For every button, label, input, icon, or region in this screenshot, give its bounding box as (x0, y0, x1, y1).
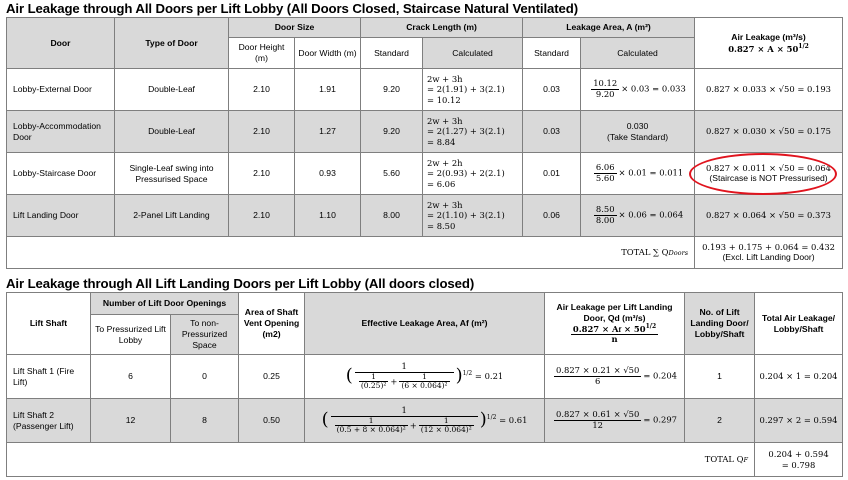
header-door-width: Door Width (m) (295, 38, 361, 69)
door-type: Double-Leaf (115, 111, 229, 153)
header-total-air-leakage: Total Air Leakage/ Lobby/Shaft (755, 293, 843, 355)
area-calculated: $\frac{8.50}{8.00}$ × 0.06 = 0.064 (581, 195, 695, 237)
area-calculated: $\frac{10.12}{9.20}$ × 0.03 = 0.033 (581, 69, 695, 111)
door-width: 0.93 (295, 153, 361, 195)
crack-standard: 8.00 (361, 195, 423, 237)
header-type-of-door: Type of Door (115, 18, 229, 69)
header-shaft-vent: Area of Shaft Vent Opening (m2) (239, 293, 305, 355)
table-row (7, 153, 843, 195)
door-width: 1.27 (295, 111, 361, 153)
crack-standard: 9.20 (361, 111, 423, 153)
to-pressurized: 6 (91, 355, 171, 399)
air-leakage: 0.827 × 0.064 × √50 = 0.373 (695, 195, 843, 237)
header-to-pressurized: To Pressurized Lift Lobby (91, 315, 171, 355)
door-height: 2.10 (229, 69, 295, 111)
total-value: 0.193 + 0.175 + 0.064 = 0.432 (Excl. Lift Landing Door) (695, 237, 843, 269)
door-height: 2.10 (229, 153, 295, 195)
header-door: Door (7, 18, 115, 69)
table-row (7, 111, 843, 153)
header-area-standard: Standard (523, 38, 581, 69)
crack-calculated: 2w + 3h = 2(1.91) + 3(2.1) = 10.12 (423, 69, 523, 111)
header-lift-shaft: Lift Shaft (7, 293, 91, 355)
to-non-pressurized: 0 (171, 355, 239, 399)
total-row (7, 237, 843, 269)
door-type: 2-Panel Lift Landing (115, 195, 229, 237)
header-crack-standard: Standard (361, 38, 423, 69)
area-standard: 0.06 (523, 195, 581, 237)
door-width: 1.10 (295, 195, 361, 237)
total-label: TOTAL ∑ QDoors (7, 237, 695, 269)
total-row (7, 443, 843, 477)
per-door-leakage: $\frac{0.827 \times 0.61 \times √50}{12}$ = 0.297 (545, 399, 685, 443)
header-door-size: Door Size (229, 18, 361, 38)
area-calculated: $\frac{6.06}{5.60}$ × 0.01 = 0.011 (581, 153, 695, 195)
no-landing-doors: 1 (685, 355, 755, 399)
door-name: Lobby-Staircase Door (7, 153, 115, 195)
no-landing-doors: 2 (685, 399, 755, 443)
header-openings: Number of Lift Door Openings (91, 293, 239, 315)
door-name: Lobby-Accommodation Door (7, 111, 115, 153)
table1-title: Air Leakage through All Doors per Lift Lobby (All Doors Closed, Staircase Natural Ventilated) (6, 1, 579, 16)
air-leakage: 0.827 × 0.011 × √50 = 0.064 (Staircase is NOT Pressurised) (695, 153, 843, 195)
shaft-vent: 0.25 (239, 355, 305, 399)
table-row (7, 355, 843, 399)
lift-landing-leakage-table (6, 292, 843, 477)
door-type: Single-Leaf swing into Pressurised Space (115, 153, 229, 195)
total-value: 0.204 + 0.594 = 0.798 (755, 443, 843, 477)
crack-standard: 5.60 (361, 153, 423, 195)
lift-shaft-name: Lift Shaft 2 (Passenger Lift) (7, 399, 91, 443)
header-leakage-area: Leakage Area, A (m²) (523, 18, 695, 38)
air-leakage: 0.827 × 0.033 × √50 = 0.193 (695, 69, 843, 111)
header-no-landing-doors: No. of Lift Landing Door/ Lobby/Shaft (685, 293, 755, 355)
air-leakage: 0.827 × 0.030 × √50 = 0.175 (695, 111, 843, 153)
effective-area: ( 1 $\frac{1}{\text{(0.25)²}}$ + $\frac{1}{\text{(6 × 0.064)²}}$ )$^{1/2}$ = 0.21 (305, 355, 545, 399)
area-standard: 0.03 (523, 111, 581, 153)
crack-standard: 9.20 (361, 69, 423, 111)
lift-shaft-name: Lift Shaft 1 (Fire Lift) (7, 355, 91, 399)
total-air-leakage: 0.297 × 2 = 0.594 (755, 399, 843, 443)
total-label: TOTAL QF (7, 443, 755, 477)
table-row (7, 399, 843, 443)
crack-calculated: 2w + 3h = 2(1.27) + 3(2.1) = 8.84 (423, 111, 523, 153)
door-name: Lift Landing Door (7, 195, 115, 237)
to-pressurized: 12 (91, 399, 171, 443)
per-door-leakage: $\frac{0.827 \times 0.21 \times √50}{6}$ = 0.204 (545, 355, 685, 399)
door-name: Lobby-External Door (7, 69, 115, 111)
area-standard: 0.03 (523, 69, 581, 111)
table-row (7, 69, 843, 111)
area-standard: 0.01 (523, 153, 581, 195)
door-type: Double-Leaf (115, 69, 229, 111)
total-air-leakage: 0.204 × 1 = 0.204 (755, 355, 843, 399)
shaft-vent: 0.50 (239, 399, 305, 443)
crack-calculated: 2w + 3h = 2(1.10) + 3(2.1) = 8.50 (423, 195, 523, 237)
door-height: 2.10 (229, 195, 295, 237)
header-crack-length: Crack Length (m) (361, 18, 523, 38)
table2-title: Air Leakage through All Lift Landing Doors per Lift Lobby (All doors closed) (6, 276, 475, 291)
header-to-non-pressurized: To non-Pressurized Space (171, 315, 239, 355)
area-calculated: 0.030 (Take Standard) (581, 111, 695, 153)
air-leakage-note: (Staircase is NOT Pressurised) (709, 173, 828, 184)
door-leakage-table (6, 17, 843, 269)
to-non-pressurized: 8 (171, 399, 239, 443)
header-area-calculated: Calculated (581, 38, 695, 69)
header-air-leakage: Air Leakage (m³/s) $0.827 \times A \times 50^{1/2}$ (695, 18, 843, 69)
header-door-height: Door Height (m) (229, 38, 295, 69)
crack-calculated: 2w + 2h = 2(0.93) + 2(2.1) = 6.06 (423, 153, 523, 195)
door-height: 2.10 (229, 111, 295, 153)
header-crack-calculated: Calculated (423, 38, 523, 69)
header-effective-area: Effective Leakage Area, Af (m²) (305, 293, 545, 355)
effective-area: ( 1 $\frac{1}{\text{(0.5 + 8 × 0.064)²}}$ + $\frac{1}{\text{(12 × 0.064)²}}$ )$^{1/2}$ = 0.61 (305, 399, 545, 443)
door-width: 1.91 (295, 69, 361, 111)
table-row (7, 195, 843, 237)
header-per-door: Air Leakage per Lift Landing Door, Qd (m³/s) $\frac{0.827 \times Af \times 50^{1/2}}{n}$ (545, 293, 685, 355)
